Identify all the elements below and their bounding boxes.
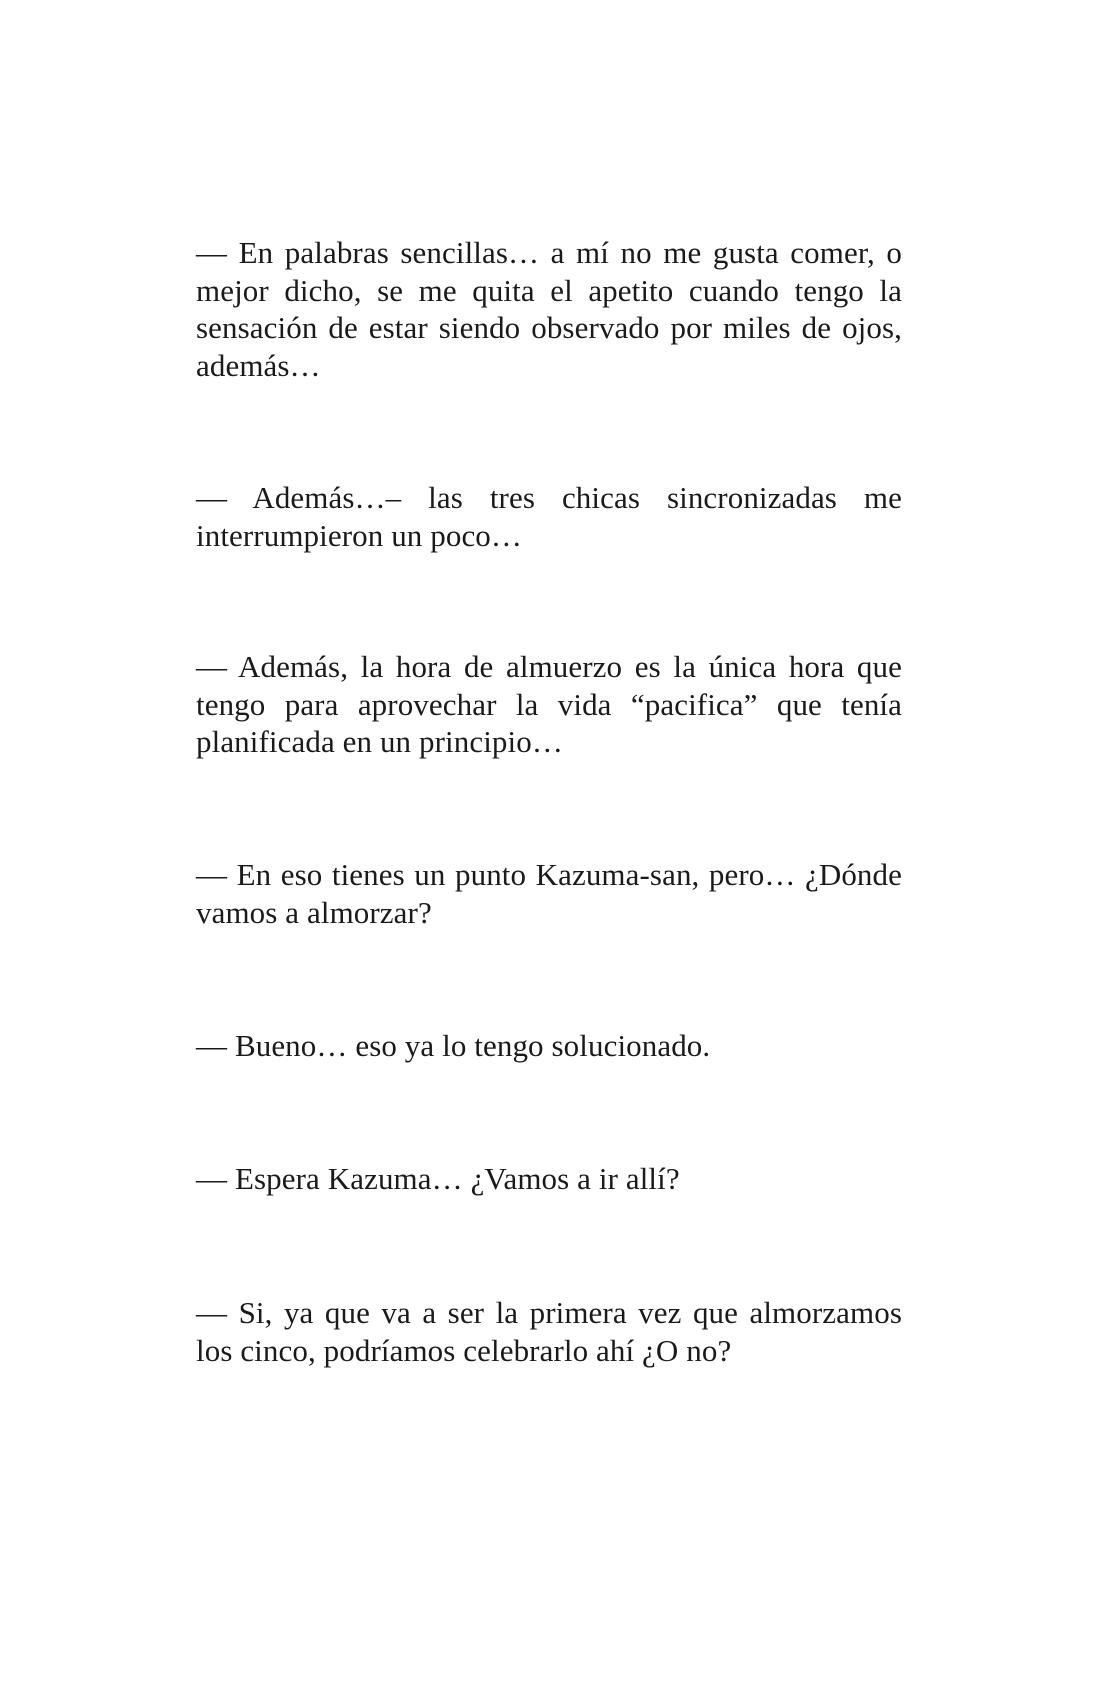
dialogue-paragraph: — En palabras sencillas… a mí no me gusta comer, o mejor dicho, se me quita el apetito cuando tengo la sensación de estar siendo observado por miles de ojos, además…: [196, 235, 902, 383]
dialogue-paragraph: — Si, ya que va a ser la primera vez que almorzamos los cinco, podríamos celebrarlo ahí ¿O no?: [196, 1295, 902, 1368]
dialogue-paragraph: — Espera Kazuma… ¿Vamos a ir allí?: [196, 1161, 680, 1196]
dialogue-paragraph: — En eso tienes un punto Kazuma-san, pero… ¿Dónde vamos a almorzar?: [196, 857, 902, 930]
dialogue-paragraph: — Bueno… eso ya lo tengo solucionado.: [196, 1028, 711, 1063]
dialogue-paragraph: — Además, la hora de almuerzo es la única hora que tengo para aprovechar la vida “pacifica” que tenía planificada en un principio…: [196, 649, 902, 759]
dialogue-paragraph: — Además…– las tres chicas sincronizadas me interrumpieron un poco…: [196, 480, 902, 553]
